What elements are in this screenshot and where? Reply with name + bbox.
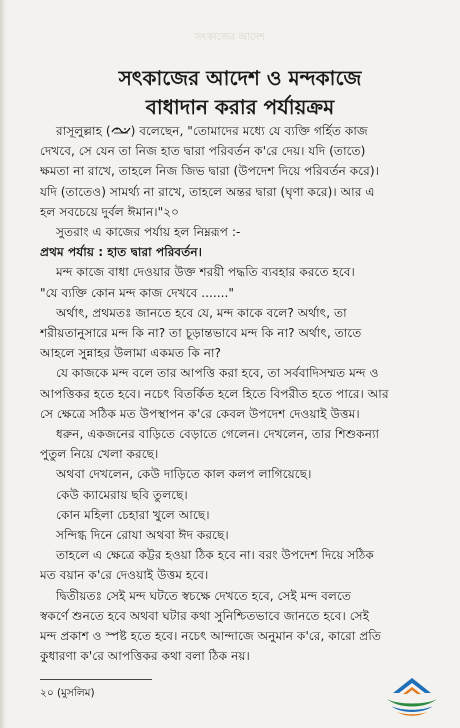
footnote: ২০ (মুসলিম) — [40, 687, 95, 699]
text-line: আহলে সুন্নাহর উলামা একমত কি না? — [40, 346, 222, 361]
hadith-paragraph — [40, 121, 442, 222]
body-text — [40, 121, 442, 666]
text-line — [40, 121, 442, 141]
scan-edge — [0, 0, 6, 728]
paragraph — [40, 303, 442, 364]
text-line: দ্বিতীয়তঃ সেই মন্দ ঘটতে স্বচক্ষে দেখতে হবে, সেই মন্দ বলতে — [56, 588, 352, 603]
text-line: সন্দিগ্ধ দিনে রোযা অথবা ঈদ করছে। — [56, 528, 229, 543]
paragraph — [40, 586, 442, 667]
text-line: কেউ ক্যামেরায় ছবি তুলছে। — [56, 487, 188, 502]
text-line: কোন মহিলা চেহারা খুলে আছে। — [56, 507, 210, 522]
chapter-title-line-2: বাধাদান করার পর্যায়ক্রম — [145, 95, 335, 119]
text-line: সে ক্ষেত্রে সঠিক মত উপস্থাপন ক'রে কেবল উপদেশ দেওয়াই উত্তম। — [40, 406, 360, 421]
example-item — [40, 505, 442, 525]
text-line: আপত্তিকর হতে হবে। নচেৎ বিতর্কিত হলে হিতে বিপরীত হতে পারে। আর — [40, 386, 389, 401]
example-item — [40, 464, 442, 484]
text-line: সুতরাং এ কাজের পর্যায় হল নিম্নরূপ :- — [56, 225, 241, 240]
text-line: ধরুন, একজনের বাড়িতে বেড়াতে গেলেন। দেখলেন, তার শিশুকন্যা — [56, 427, 380, 442]
text-line: "যে ব্যক্তি কোন মন্দ কাজ দেখবে ......." — [40, 285, 235, 300]
intro-paragraph — [40, 222, 442, 242]
paragraph — [40, 262, 442, 302]
text-fragment: রাসূলুল্লাহ ( — [56, 124, 111, 138]
text-line: স্বকর্ণে শুনতে হবে অথবা ঘটার কথা সুনিশ্চিতভাবে জানতে হবে। সেই — [40, 608, 370, 623]
text-line: শরীয়তানুসারে মন্দ কি না? তা চূড়ান্তভাবে মন্দ কি না? অর্থাৎ, তাতে — [40, 326, 362, 341]
text-fragment: ) বলেছেন, "তোমাদের মধ্যে যে ব্যক্তি গর্হিত কাজ — [130, 124, 368, 138]
running-header: সৎকাজের আদেশ — [194, 32, 266, 43]
footnote-divider — [40, 679, 152, 680]
paragraph — [40, 424, 442, 464]
text-line: যদি (তাতেও) সামর্থ্য না রাখে, তাহলে অন্তর দ্বারা (ঘৃণা করে)। আর এ — [40, 184, 375, 199]
text-line: হল সবচেয়ে দুর্বল ঈমান।"২০ — [40, 204, 180, 219]
text-line: যে কাজকে মন্দ বলে তার আপত্তি করা হবে, তা সর্ববাদিসম্মত মন্দ ও — [56, 366, 379, 381]
text-line: মত বয়ান ক'রে দেওয়াই উত্তম হবে। — [40, 568, 209, 583]
example-item — [40, 485, 442, 505]
paragraph — [40, 545, 442, 585]
text-line: তাহলে এ ক্ষেত্রে কট্টর হওয়া ঠিক হবে না। বরং উপদেশ দিয়ে সঠিক — [56, 548, 374, 563]
paragraph — [40, 363, 442, 424]
text-line: মন্দ কাজে বাধা দেওয়ার উক্ত শরয়ী পদ্ধতি ব্যবহার করতে হবে। — [56, 265, 355, 280]
text-line: অথবা দেখলেন, কেউ দাড়িতে কাল কলপ লাগিয়েছে। — [56, 467, 312, 482]
text-line: পুতুল নিয়ে খেলা করছে। — [40, 447, 159, 462]
text-line: মন্দ প্রকাশ ও স্পষ্ট হতে হবে। নচেৎ আন্দাজে অনুমান ক'রে, কারো প্রতি — [40, 629, 381, 644]
text-line: অর্থাৎ, প্রথমতঃ জানতে হবে যে, মন্দ কাকে বলে? অর্থাৎ, তা — [56, 305, 347, 320]
chapter-title — [40, 64, 440, 122]
text-line: ক্ষমতা না রাখে, তাহলে নিজ জিভ দ্বারা (উপদেশ দিয়ে পরিবর্তন করে)। — [40, 164, 379, 179]
text-line: দেখবে, সে যেন তা নিজ হাত দ্বারা পরিবর্তন ক'রে দেয়। যদি (তাতে) — [40, 144, 366, 159]
publisher-logo-icon — [383, 675, 441, 719]
text-line: কুধারণা ক'রে আপত্তিকর কথা বলা ঠিক নয়। — [40, 649, 250, 664]
example-item — [40, 525, 442, 545]
sallallahu-alaihi-wasallam-icon — [111, 126, 131, 135]
stage-1-heading: প্রথম পর্যায় : হাত দ্বারা পরিবর্তন। — [40, 245, 202, 260]
stage-heading — [40, 242, 442, 262]
chapter-title-line-1: সৎকাজের আদেশ ও মন্দকাজে — [118, 66, 362, 90]
